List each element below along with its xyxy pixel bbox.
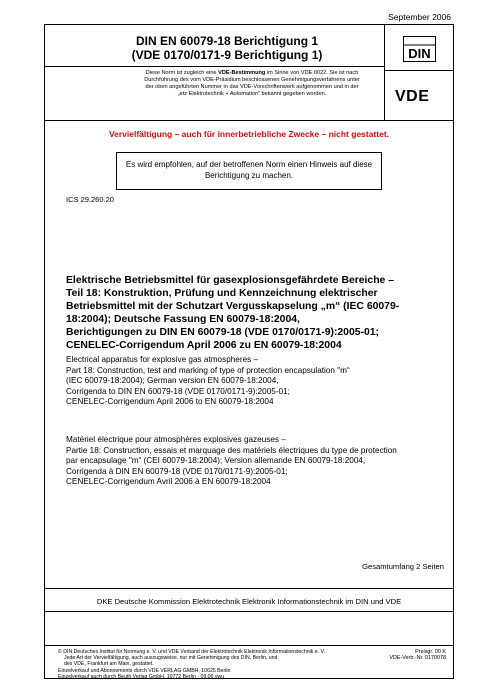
divider-logos — [384, 70, 454, 71]
german-title: Elektrische Betriebsmittel für gasexplosionsgefährdete Bereiche – Teil 18: Konstruktion, Prüfung und Kennzeichnung elektrischer Betriebsmittel mit der Schutzart Vergusskapselung „m“ (IEC 60079- 18:2004); Deutsche Fassung EN 60079-18:2004, Berichtigungen zu DIN EN 60079-18 (VDE 0170/0171-9):2005-01; CENELEC-Corrigendum April 2006 zu EN 60079-18:2004 — [66, 275, 400, 352]
order-number: VDE-Vertr.-Nr. 0170078 — [389, 655, 446, 662]
divider-header — [44, 120, 454, 121]
divider-footer — [44, 645, 454, 646]
dke-commission: DKE Deutsche Kommission Elektrotechnik Elektronik Informationstechnik im DIN und VDE — [96, 597, 402, 606]
document-number: DIN EN 60079-18 Berichtigung 1 — [135, 34, 319, 48]
publication-date: September 2006 — [388, 12, 451, 22]
vde-notice: Diese Norm ist zugleich eine VDE-Bestimmung im Sinne von VDE 0022. Sie ist nach Durchführung des vom VDE-Präsidium beschlossenen Genehmigungsverfahrens unter der oben angeführten Nummer in das VDE-Vorschriftenwerk aufgenommen und in der „etz Elektrotechnik + Automation“ bekannt gegeben worden. — [144, 70, 360, 97]
price-info — [389, 649, 446, 662]
divider-dke-top — [44, 588, 454, 589]
document-title — [96, 34, 358, 62]
french-title: Matériel électrique pour atmosphères explosives gazeuses – Partie 18: Construction, essais et marquage des matériels électriques du type de protection par encapsulage "m“ (CEI 60079-18:2004); Version allemande EN 60079-18:2004, Corrigenda à DIN EN 60079-18 (VDE 0170/0171-9):2005-01; CENELEC-Corrigendum Avril 2006 à EN 60079-18:2004 — [66, 435, 397, 487]
divider-dke-bottom — [44, 611, 454, 612]
din-logo — [403, 36, 436, 62]
svg-text:DIN: DIN — [408, 46, 431, 61]
price-group: Preisgr. 00 K — [415, 649, 446, 655]
copy-prohibition-warning: Vervielfältigung – auch für innerbetriebliche Zwecke – nicht gestattet. — [108, 129, 390, 139]
recommendation-text: Es wird empfohlen, auf der betroffenen Norm einen Hinweis auf diese Berichtigung zu machen. — [125, 160, 373, 180]
copyright-footer: © DIN Deutsches Institut für Normung e. V. und VDE Verband der Elektrotechnik Elektronik Informationstechnik e. V. Jede Art der Vervielfältigung, auch auszugsweise, nur mit Genehmigung des DIN, Berlin, und des VDE, Frankfurt am Main, gestattet. Einzelverkauf und Abonnements durch VDE VERLAG GMBH, 10625 Berlin Einzelverkauf auch durch Beuth Verlag GmbH, 10772 Berlin · 09.06 vwu — [58, 649, 325, 680]
ics-code: ICS 29.260.20 — [66, 195, 114, 204]
vde-logo: VDE — [395, 88, 430, 105]
total-pages: Gesamtumfang 2 Seiten — [362, 562, 444, 571]
english-title: Electrical apparatus for explosive gas atmospheres – Part 18: Construction, test and marking of type of protection encapsulation "m“ (IEC 60079-18:2004); German version EN 60079-18:2004, Corrigenda to DIN EN 60079-18 (VDE 0170/0171-9):2005-01; CENELEC-Corrigendum April 2006 to EN 60079-18:2004 — [66, 355, 350, 407]
vde-classification: (VDE 0170/0171-9 Berichtigung 1) — [131, 48, 323, 62]
divider-title — [44, 66, 384, 67]
